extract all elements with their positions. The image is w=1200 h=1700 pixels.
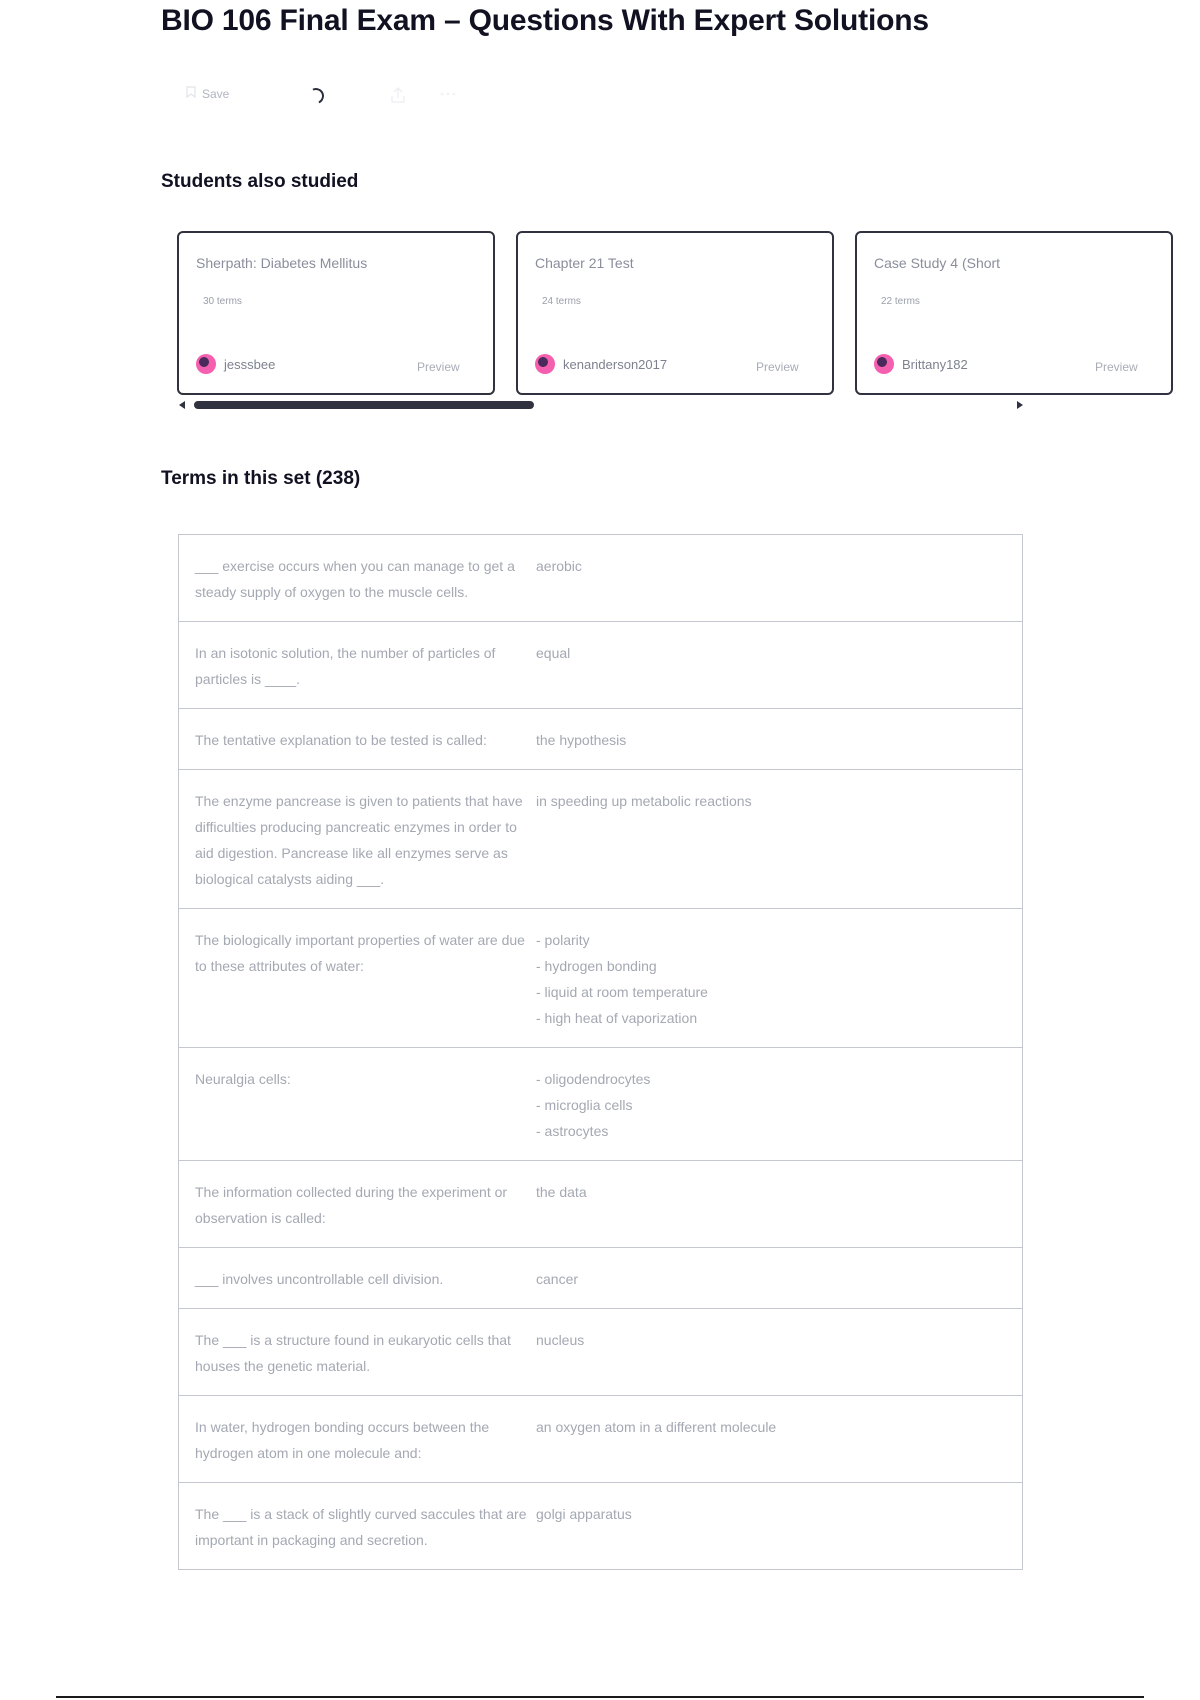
term-answer [536,622,1022,708]
avatar [874,354,894,374]
answer-line: - microglia cells [536,1097,633,1113]
page-title: BIO 106 Final Exam – Questions With Expert Solutions [161,4,929,37]
term-answer [536,1161,1022,1247]
share-icon [390,86,406,107]
term-answer [536,1048,1022,1160]
also-studied-carousel [177,229,1138,413]
answer-line: the hypothesis [536,732,627,748]
term-question: The ___ is a stack of slightly curved saccules that are important in packaging and secretion. [195,1506,527,1548]
term-question: The enzyme pancrease is given to patients that have difficulties producing pancreatic enzymes in order to aid digestion. Pancrease like all enzymes serve as biological catalysts aiding ___. [195,793,523,887]
answer-line: nucleus [536,1332,585,1348]
save-button[interactable] [186,86,229,101]
term-row [179,1048,1022,1161]
terms-heading: Terms in this set (238) [161,468,361,489]
card-preview-link[interactable]: Preview [1095,360,1138,374]
term-row [179,1396,1022,1483]
more-options-button[interactable] [440,86,456,100]
study-set-card[interactable] [855,231,1173,395]
term-question: ___ involves uncontrollable cell division. [195,1271,444,1287]
term-row [179,770,1022,909]
card-term-count: 30 terms [203,296,242,307]
term-question: The tentative explanation to be tested is called: [195,732,487,748]
scroll-right-arrow-icon[interactable] [1017,401,1023,409]
card-title: Sherpath: Diabetes Mellitus [196,255,368,271]
avatar [196,354,216,374]
term-answer [536,770,1022,908]
term-answer [536,1483,1022,1569]
loading-spinner-icon [308,88,324,104]
term-question: The information collected during the experiment or observation is called: [195,1184,508,1226]
card-preview-link[interactable]: Preview [756,360,799,374]
term-row [179,1161,1022,1248]
term-question: The ___ is a structure found in eukaryotic cells that houses the genetic material. [195,1332,511,1374]
more-icon [440,86,456,100]
term-answer [536,1396,1022,1482]
page-bottom-divider [56,1696,1144,1698]
toolbar [180,86,580,110]
card-author-name: Brittany182 [902,356,968,372]
term-question: In an isotonic solution, the number of particles of particles is ____. [195,645,496,687]
term-answer [536,535,1022,621]
card-term-count: 22 terms [881,296,920,307]
answer-line: - astrocytes [536,1123,609,1139]
term-question: ___ exercise occurs when you can manage to get a steady supply of oxygen to the muscle cells. [195,558,515,600]
term-answer [536,1309,1022,1395]
card-author-name: kenanderson2017 [563,356,668,372]
answer-line: an oxygen atom in a different molecule [536,1419,777,1435]
term-answer [536,1248,1022,1308]
term-row [179,622,1022,709]
term-question: The biologically important properties of water are due to these attributes of water: [195,932,525,974]
card-author [535,354,667,374]
term-answer [536,709,1022,769]
answer-line: in speeding up metabolic reactions [536,793,752,809]
study-set-card[interactable] [177,231,495,395]
card-author [874,354,968,374]
study-set-card[interactable] [516,231,834,395]
avatar [535,354,555,374]
answer-line: the data [536,1184,587,1200]
carousel-scrollbar[interactable] [177,401,1025,411]
terms-table [178,534,1023,1570]
answer-line: equal [536,645,571,661]
term-answer [536,909,1022,1047]
answer-line: - liquid at room temperature [536,984,708,1000]
bookmark-icon [186,86,196,101]
card-author-name: jesssbee [224,356,276,372]
scroll-left-arrow-icon[interactable] [179,401,185,409]
term-row [179,535,1022,622]
card-title: Chapter 21 Test [535,255,634,271]
term-question: In water, hydrogen bonding occurs between the hydrogen atom in one molecule and: [195,1419,490,1461]
term-row [179,1309,1022,1396]
students-also-studied-heading: Students also studied [161,171,359,192]
card-author [196,354,275,374]
answer-line: - polarity [536,932,590,948]
answer-line: - oligodendrocytes [536,1071,651,1087]
term-row [179,1248,1022,1309]
save-label: Save [202,86,230,101]
card-preview-link[interactable]: Preview [417,360,460,374]
answer-line: aerobic [536,558,582,574]
term-question: Neuralgia cells: [195,1071,291,1087]
card-term-count: 24 terms [542,296,581,307]
term-row [179,1483,1022,1570]
answer-line: - hydrogen bonding [536,958,657,974]
term-row [179,909,1022,1048]
answer-line: - high heat of vaporization [536,1010,698,1026]
answer-line: cancer [536,1271,579,1287]
card-title: Case Study 4 (Short [874,255,1001,271]
share-button[interactable] [390,86,406,107]
term-row [179,709,1022,770]
answer-line: golgi apparatus [536,1506,632,1522]
scrollbar-thumb[interactable] [194,401,534,409]
